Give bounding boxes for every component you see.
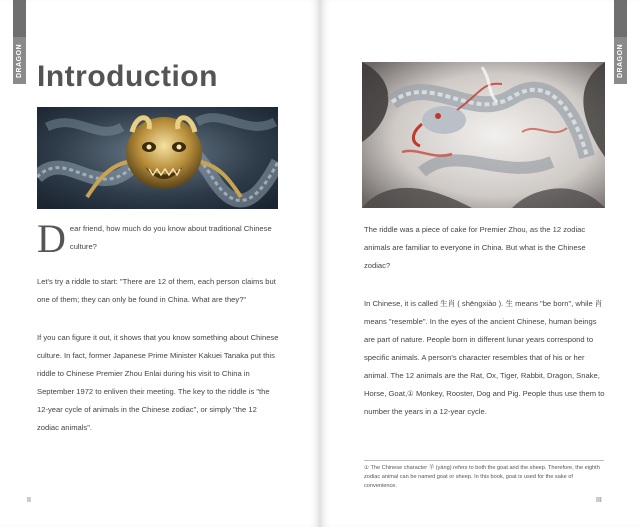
intro-paragraph (37, 216, 279, 261)
answer-paragraph: If you can figure it out, it shows that you know something about Chinese culture. In fact, former Japanese Prime Minister Kakuei Tanaka put this riddle to Chinese Premier Zhou Enlai during his visit to China in September 1972 to enliven their meeting. The key to the riddle is "the 12-year cycle of animals in the Chinese zodiac", or simply "the 12 zodiac animals". (37, 333, 279, 432)
intro-paragraph-text: ear friend, how much do you know about traditional Chinese culture? (69, 224, 272, 251)
section-tab-label: DRAGON (16, 43, 23, 79)
section-tab-right (614, 0, 627, 84)
section-tab-cap (13, 0, 26, 37)
page-title: Introduction (37, 60, 218, 93)
drop-cap: D (37, 216, 66, 261)
dragon-painting-image (362, 62, 605, 208)
section-tab-label: DRAGON (617, 43, 624, 79)
left-body-text (37, 216, 279, 437)
section-tab-cap (614, 0, 627, 37)
dragon-carving-photo (37, 107, 278, 209)
footnote-divider (364, 460, 604, 461)
right-body-text (364, 221, 605, 421)
page-number-right: III (596, 497, 602, 504)
zodiac-explanation-paragraph: In Chinese, it is called 生肖 ( shēngxiào ). 生 means "be born", while 肖 means "resemble". In the eyes of the ancient Chinese, human beings are part of nature. People born in different lunar years correspond to specific animals. A person's character resembles that of his or her animal. The 12 animals are the Rat, Ox, Tiger, Rabbit, Dragon, Snake, Horse, Goat,① Monkey, Rooster, Dog and Pig. People thus use them to number the years in a 12-year cycle. (364, 299, 605, 416)
section-tab-left (13, 0, 26, 84)
zodiac-question-paragraph: The riddle was a piece of cake for Premier Zhou, as the 12 zodiac animals are familiar to everyone in China. But what is the Chinese zodiac? (364, 225, 586, 270)
dragon-painting-photo (362, 62, 605, 208)
footnote: ① The Chinese character 羊 (yáng) refers to both the goat and the sheep. Therefore, the eighth zodiac animal can be named goat or sheep. In this book, goat is used for the sake of convenience. (364, 465, 600, 489)
page-number-left: II (27, 497, 31, 504)
riddle-paragraph: Let's try a riddle to start: "There are 12 of them, each person claims but one of them; they can only be found in China. What are they?" (37, 277, 276, 304)
dragon-carving-image (37, 107, 278, 209)
